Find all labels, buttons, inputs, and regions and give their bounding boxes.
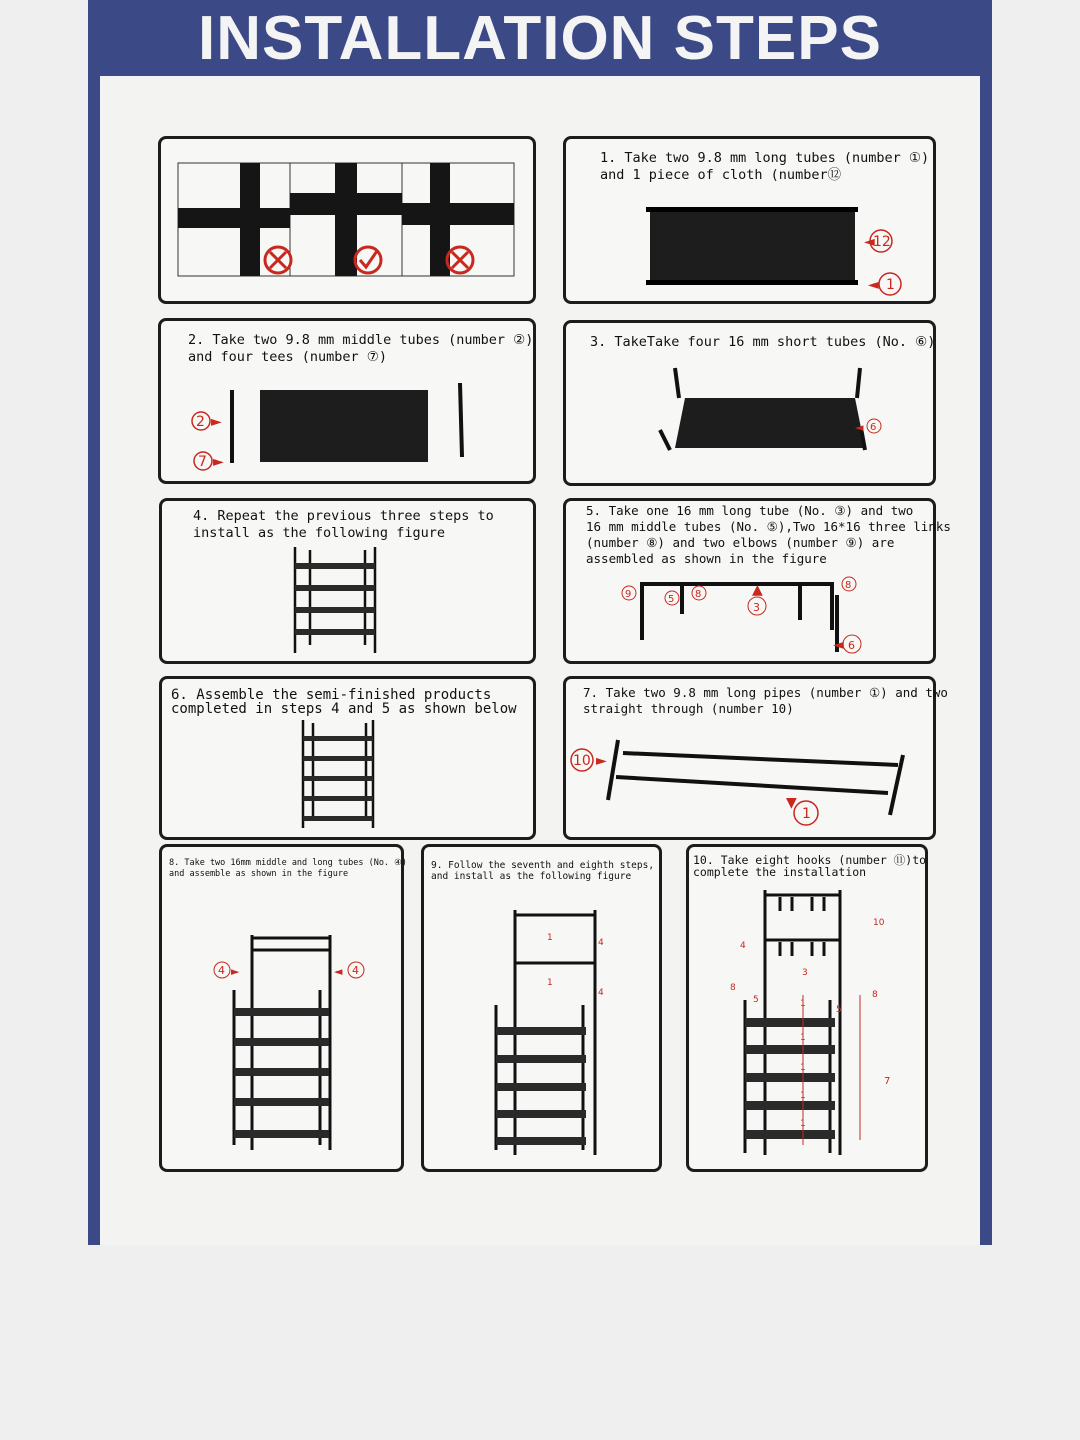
callout-10	[571, 749, 607, 771]
svg-text:4: 4	[352, 964, 359, 977]
joint-check-figure	[178, 163, 514, 277]
svg-text:1: 1	[800, 1091, 806, 1101]
step-4-text: 4. Repeat the previous three steps to install as the following figure	[193, 508, 494, 541]
svg-text:5: 5	[753, 995, 759, 1005]
page-title: INSTALLATION STEPS	[198, 4, 882, 73]
step-7-figure	[568, 735, 918, 830]
svg-text:3: 3	[753, 601, 760, 614]
step-6-text: 6. Assemble the semi-finished products completed in steps 4 and 5 as shown below	[171, 687, 517, 717]
svg-text:◄: ◄	[334, 965, 343, 978]
svg-text:2: 2	[196, 414, 205, 430]
callout-6	[855, 419, 881, 434]
svg-text:5: 5	[668, 594, 675, 605]
svg-text:1: 1	[800, 1033, 806, 1043]
step-1-figure	[640, 200, 910, 300]
svg-text:12: 12	[873, 234, 891, 250]
svg-text:▲: ▲	[752, 582, 763, 598]
svg-text:▼: ▼	[786, 795, 797, 811]
svg-text:4: 4	[598, 938, 604, 948]
svg-text:1: 1	[547, 978, 553, 988]
step-5-figure	[620, 570, 870, 660]
callout-1	[547, 933, 553, 988]
svg-text:7: 7	[884, 1076, 891, 1087]
step-7-text: 7. Take two 9.8 mm long pipes (number ①) and two straight through (number 10)	[583, 685, 948, 716]
svg-text:1: 1	[800, 1063, 806, 1073]
svg-text:►: ►	[596, 753, 607, 769]
svg-text:1: 1	[802, 806, 811, 822]
svg-text:7: 7	[198, 454, 207, 470]
svg-text:6: 6	[848, 639, 855, 652]
svg-text:8: 8	[695, 589, 702, 600]
svg-text:4: 4	[598, 988, 604, 998]
step-8-text: 8. Take two 16mm middle and long tubes (No. ④) and assemble as shown in the figure	[169, 858, 407, 879]
svg-text:10: 10	[573, 753, 591, 769]
svg-text:6: 6	[870, 422, 877, 433]
svg-text:►: ►	[231, 965, 240, 978]
correct-mark-icon	[355, 247, 381, 273]
svg-text:8: 8	[845, 580, 852, 591]
left-edge-band	[88, 76, 100, 1245]
step-9-text: 9. Follow the seventh and eighth steps, and install as the following figure	[431, 860, 655, 882]
callout-12	[864, 230, 892, 252]
step-3-text: 3. TakeTake four 16 mm short tubes (No. ⑥)	[590, 334, 936, 350]
callout-4	[334, 962, 364, 978]
step-6-figure	[298, 718, 378, 830]
callout-4	[214, 962, 240, 978]
callout-8	[692, 586, 706, 600]
svg-text:9: 9	[625, 589, 632, 600]
step-9-figure	[488, 905, 618, 1165]
step-10-text: 10. Take eight hooks (number ⑪)to complete the installation	[693, 853, 927, 879]
svg-text:4: 4	[218, 964, 225, 977]
callout-7	[194, 452, 224, 470]
right-edge-band	[980, 76, 992, 1245]
step-8-figure	[212, 930, 372, 1160]
svg-text:1: 1	[800, 1119, 806, 1129]
step-3-figure	[655, 368, 895, 468]
step-1-text: 1. Take two 9.8 mm long tubes (number ①) and 1 piece of cloth (number⑫	[600, 150, 930, 183]
svg-text:10: 10	[873, 918, 885, 928]
callout-1	[868, 273, 901, 295]
callout-3	[748, 582, 766, 615]
step-2-text: 2. Take two 9.8 mm middle tubes (number ②) and four tees (number ⑦)	[188, 332, 534, 365]
svg-text:1: 1	[547, 933, 553, 943]
wrong-mark-icon	[265, 247, 291, 273]
svg-text:◄: ◄	[855, 421, 864, 434]
callout-5	[665, 591, 679, 605]
svg-text:5: 5	[836, 1005, 842, 1015]
step-10-figure	[720, 885, 900, 1165]
callout-1	[786, 795, 818, 825]
step-5-text: 5. Take one 16 mm long tube (No. ③) and two 16 mm middle tubes (No. ⑤),Two 16*16 three links (number ⑧) and two elbows (number ⑨) are assembled as shown in the figure	[586, 503, 951, 566]
callout-9	[622, 586, 636, 600]
svg-text:8: 8	[872, 990, 878, 1000]
svg-text:1: 1	[800, 999, 806, 1009]
callout-2	[192, 412, 222, 430]
hook-icons	[780, 897, 824, 956]
svg-text:◄: ◄	[833, 637, 844, 653]
svg-text:◄: ◄	[864, 234, 875, 250]
svg-text:4: 4	[740, 941, 746, 951]
svg-text:1: 1	[886, 277, 895, 293]
svg-text:3: 3	[802, 968, 808, 978]
svg-text:►: ►	[211, 414, 222, 430]
step-4-figure	[290, 545, 380, 655]
svg-text:8: 8	[730, 983, 736, 993]
svg-text:◄: ◄	[868, 277, 879, 293]
step-2-figure	[190, 375, 490, 475]
callout-8	[842, 577, 856, 591]
callout-6	[833, 635, 861, 653]
wrong-mark-icon	[447, 247, 473, 273]
svg-text:►: ►	[213, 454, 224, 470]
callout-4	[598, 938, 604, 998]
